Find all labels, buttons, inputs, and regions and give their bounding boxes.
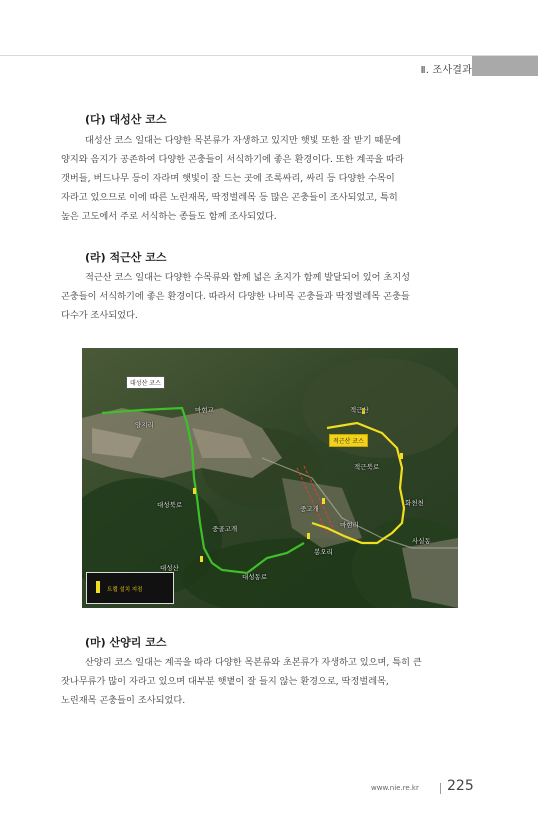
heading-sanyangri: (마) 산양리 코스 xyxy=(85,636,167,649)
trap-marker-icon xyxy=(93,579,103,597)
header-tab xyxy=(472,56,538,76)
page-number: 225 xyxy=(447,778,474,794)
map-legend xyxy=(86,572,174,604)
text-line: 갯버들, 버드나무 등이 자라며 햇빛이 잘 드는 곳에 조록싸리, 싸리 등 다양한 수목이 xyxy=(61,173,395,184)
place-label: 마현리 xyxy=(340,521,359,529)
text-line: 잣나무류가 많이 자라고 있으며 대부분 햇볕이 잘 들지 않는 환경으로, 딱정벌레목, xyxy=(61,676,389,687)
place-label: 적근북로 xyxy=(354,463,380,471)
place-label: 대성동로 xyxy=(242,573,268,581)
place-label: 화천천 xyxy=(405,499,424,507)
text-line: 노린재목 곤충들이 조사되었다. xyxy=(61,695,186,706)
place-label: 양지리 xyxy=(135,421,154,429)
place-label: 중골고개 xyxy=(212,525,238,533)
legend-label: 트랩 설치 지점 xyxy=(107,587,143,593)
paragraph-daesungsan xyxy=(61,131,480,226)
paragraph-sanyangri xyxy=(61,653,480,710)
course-map-image xyxy=(82,348,458,608)
place-label: 중고개 xyxy=(300,505,319,513)
label-daesungsan-course: 대성산 코스 xyxy=(126,376,165,389)
text-line: 높은 고도에서 주로 서식하는 종들도 함께 조사되었다. xyxy=(61,211,277,222)
heading-daesungsan: (다) 대성산 코스 xyxy=(85,113,167,126)
label-jeokgeunsan-course: 적근산 코스 xyxy=(329,434,368,447)
text-line: 산양리 코스 일대는 계곡을 따라 다양한 목본류와 초본류가 자생하고 있으며, 특히 큰 xyxy=(85,657,422,668)
place-label: 대성북로 xyxy=(157,501,183,509)
place-label: 마현교 xyxy=(195,406,214,414)
paragraph-jeokgeunsan xyxy=(61,268,480,325)
text-line: 대성산 코스 일대는 다양한 목본류가 자생하고 있지만 햇빛 또한 잘 받기 때문에 xyxy=(85,135,402,146)
text-line: 곤충들이 서식하기에 좋은 환경이다. 따라서 다양한 나비목 곤충들과 딱정벌레목 곤충들 xyxy=(61,291,410,302)
section-header: Ⅱ. 조사결과 xyxy=(420,65,472,76)
footer-divider xyxy=(440,783,441,794)
footer-url: www.nie.re.kr xyxy=(371,784,419,792)
heading-jeokgeunsan: (라) 적근산 코스 xyxy=(85,251,167,264)
text-line: 자라고 있으므로 이에 따른 노린재목, 딱정벌레목 등 많은 곤충들이 조사되었고, 특히 xyxy=(61,192,398,203)
place-label: 대성산 xyxy=(160,564,179,572)
place-label: 사실동 xyxy=(412,537,431,545)
place-label: 봉오리 xyxy=(314,548,333,556)
text-line: 다수가 조사되었다. xyxy=(61,310,138,321)
place-label: 적근산 xyxy=(350,406,369,414)
text-line: 양지와 음지가 공존하여 다양한 곤충들이 서식하기에 좋은 환경이다. 또한 계곡을 따라 xyxy=(61,154,404,165)
header-rule xyxy=(0,55,538,56)
text-line: 적근산 코스 일대는 다양한 수목류와 함께 넓은 초지가 함께 발달되어 있어 초지성 xyxy=(85,272,411,283)
